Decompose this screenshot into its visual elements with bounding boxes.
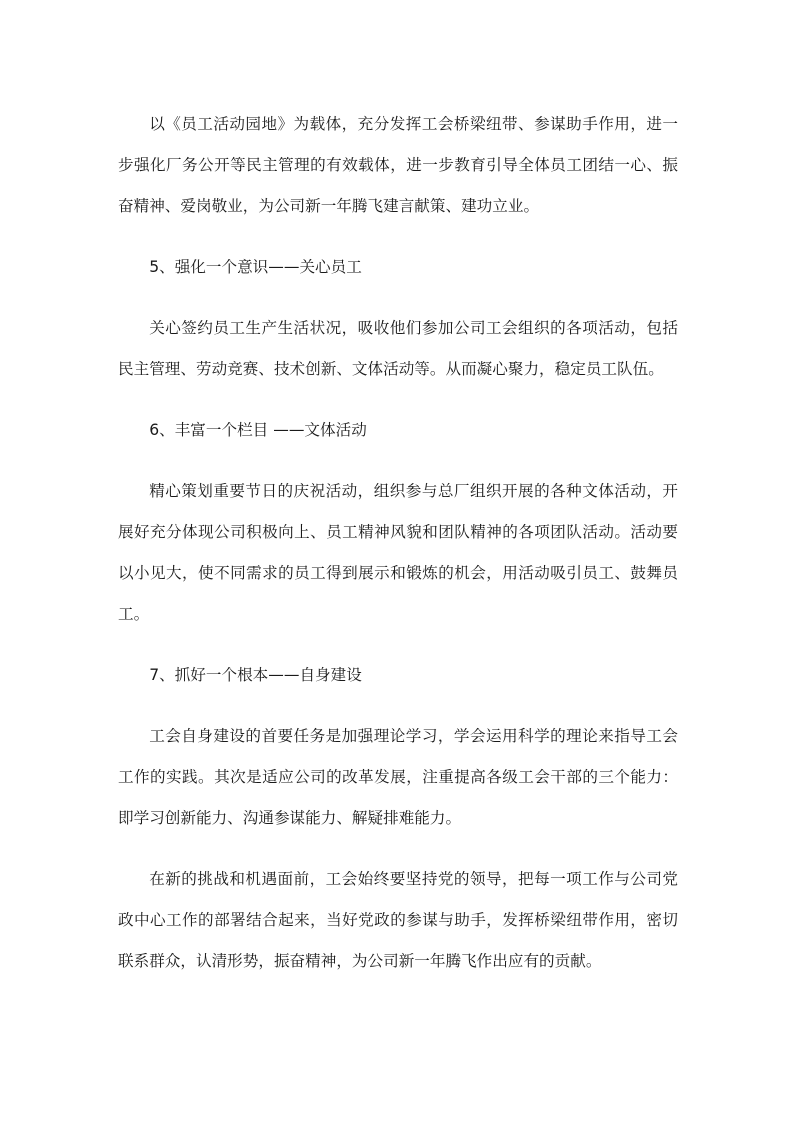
heading-item-7: 7、抓好一个根本——自身建设 (149, 666, 362, 684)
paragraph-spacer (118, 635, 678, 655)
paragraph-spacer (118, 288, 678, 308)
paragraph-spacer (118, 451, 678, 471)
paragraph-conclusion: 在新的挑战和机遇面前，工会始终要坚持党的领导，把每一项工作与公司党政中心工作的部署结合起来，当好党政的参谋与助手，发挥桥梁纽带作用，密切联系群众，认清形势，振奋精神，为公司新一年腾飞作出应有的贡献。 (118, 870, 678, 970)
heading-item-6: 6、丰富一个栏目 ——文体活动 (149, 421, 367, 439)
paragraph-spacer (118, 839, 678, 859)
heading-item-5: 5、强化一个意识——关心员工 (149, 258, 362, 276)
paragraph-activity-garden: 以《员工活动园地》为载体，充分发挥工会桥梁纽带、参谋助手作用，进一步强化厂务公开等民主管理的有效载体，进一步教育引导全体员工团结一心、振奋精神、爱岗敬业，为公司新一年腾飞建言献策、建功立业。 (118, 115, 678, 215)
paragraph-spacer (118, 696, 678, 716)
paragraph-spacer (118, 227, 678, 247)
paragraph-care-employees: 关心签约员工生产生活状况，吸收他们参加公司工会组织的各项活动，包括民主管理、劳动竞赛、技术创新、文体活动等。从而凝心聚力，稳定员工队伍。 (118, 319, 678, 378)
document-body (118, 104, 678, 982)
paragraph-self-building: 工会自身建设的首要任务是加强理论学习，学会运用科学的理论来指导工会工作的实践。其次是适应公司的改革发展，注重提高各级工会干部的三个能力：即学习创新能力、沟通参谋能力、解疑排难能力。 (118, 727, 678, 827)
paragraph-spacer (118, 390, 678, 410)
paragraph-cultural-activities: 精心策划重要节日的庆祝活动，组织参与总厂组织开展的各种文体活动，开展好充分体现公司积极向上、员工精神风貌和团队精神的各项团队活动。活动要以小见大，使不同需求的员工得到展示和锻炼的机会，用活动吸引员工、鼓舞员工。 (118, 482, 678, 623)
